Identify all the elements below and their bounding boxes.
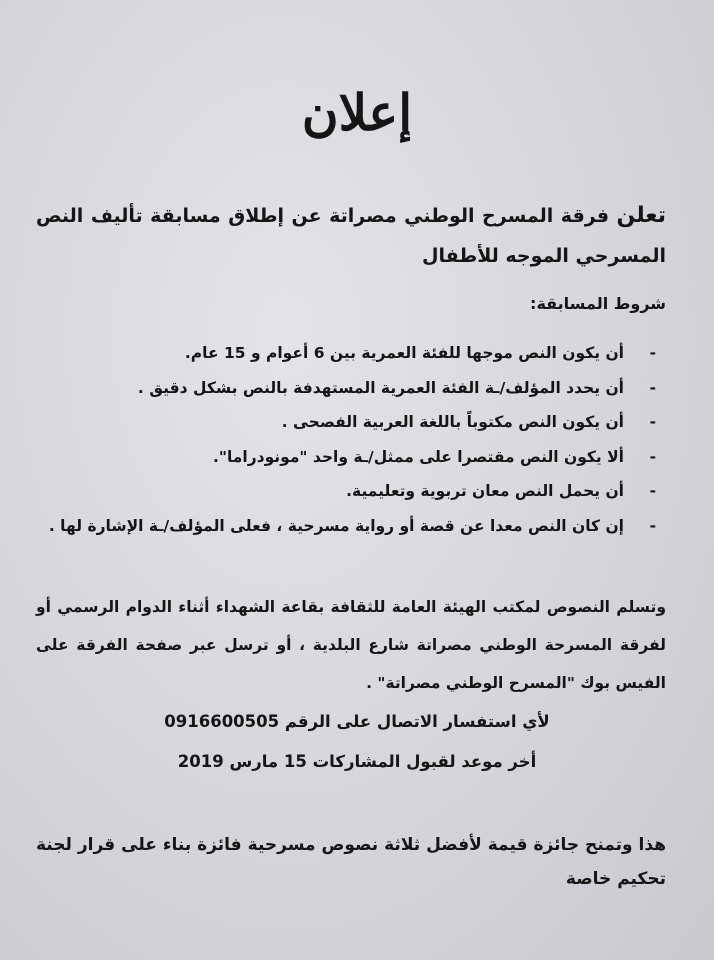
list-item — [48, 509, 656, 544]
deadline-line: أخر موعد لقبول المشاركات 15 مارس 2019 — [177, 752, 537, 771]
prize-paragraph: هذا وتمنح جائزة قيمة لأفضل ثلاثة نصوص مسرحية فائزة بناء على قرار لجنة تحكيم خاصة — [36, 835, 666, 889]
bullet-dash: - — [649, 516, 656, 535]
condition-text: ألا يكون النص مقتصرا على ممثل/ـة واحد "مونودراما". — [213, 447, 624, 466]
list-item — [96, 336, 656, 371]
delivery-paragraph: وتسلم النصوص لمكتب الهيئة العامة للثقافة بقاعة الشهداء أثناء الدوام الرسمي أو لفرقة المسرحة الوطني مصراتة شارع البلدية ، أو ترسل عبر صفحة الفرقة على الفيس بوك "المسرح الوطني مصراتة" . — [36, 598, 666, 692]
list-item — [96, 405, 656, 440]
list-item — [96, 440, 656, 475]
condition-text: أن يحدد المؤلف/ـة الفئة العمرية المستهدفة بالنص بشكل دقيق . — [137, 378, 624, 397]
bullet-dash: - — [649, 378, 656, 397]
bullet-dash: - — [649, 447, 656, 466]
condition-text: إن كان النص معدا عن قصة أو رواية مسرحية ، فعلى المؤلف/ـة الإشارة لها . — [48, 516, 624, 535]
bullet-dash: - — [649, 413, 656, 431]
condition-text: أن يحمل النص معان تربوية وتعليمية. — [346, 482, 624, 500]
conditions-list — [48, 336, 656, 543]
contact-block — [0, 702, 714, 782]
bullet-dash: - — [649, 344, 656, 362]
condition-text: أن يكون النص مكتوباً باللغة العربية الفصحى . — [281, 413, 624, 431]
conditions-heading: شروط المسابقة: — [530, 294, 666, 313]
bullet-dash: - — [649, 482, 656, 500]
list-item — [96, 371, 656, 406]
intro-text: فرقة المسرح الوطني مصراتة عن إطلاق مسابقة تأليف النص المسرحي الموجه للأطفال — [36, 205, 666, 267]
condition-text: أن يكون النص موجها للفئة العمرية بين 6 أعوام و 15 عام. — [184, 344, 624, 362]
list-item — [96, 474, 656, 509]
inquiry-line: لأي استفسار الاتصال على الرقم 0916600505 — [164, 712, 550, 731]
intro-paragraph — [36, 196, 666, 276]
page-title: إعلان — [301, 83, 413, 142]
intro-lead-word: تعلن — [616, 203, 666, 228]
